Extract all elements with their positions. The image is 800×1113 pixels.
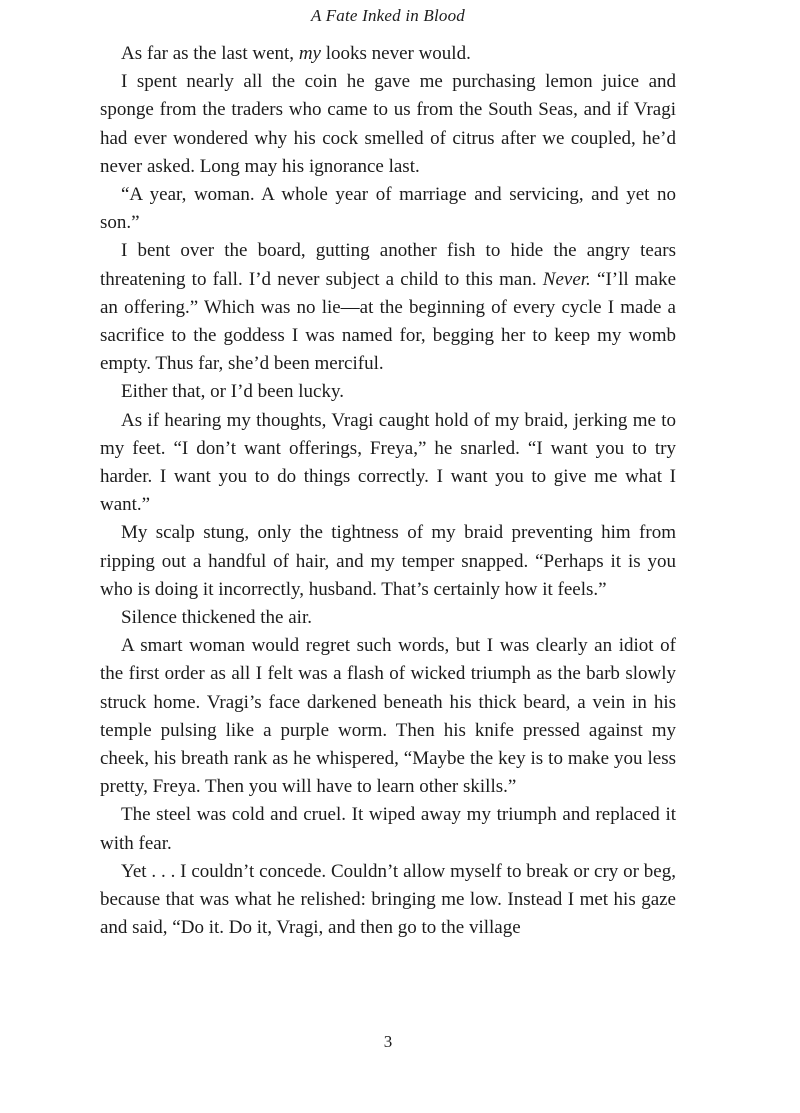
paragraph bbox=[100, 632, 676, 801]
paragraph bbox=[100, 801, 676, 857]
paragraph bbox=[100, 378, 676, 406]
text-segment: I spent nearly all the coin he gave me purchasing lemon juice and sponge from the traders who came to us from the South Seas, and if Vragi had ever wondered why his cock smelled of citrus after we coupled, he’d never asked. Long may his ignorance last. bbox=[100, 71, 676, 177]
text-segment: The steel was cold and cruel. It wiped away my triumph and replaced it with fear. bbox=[100, 804, 676, 854]
text-segment: Silence thickened the air. bbox=[121, 607, 312, 629]
text-segment: A smart woman would regret such words, but I was clearly an idiot of the first order as all I felt was a flash of wicked triumph as the barb slowly struck home. Vragi’s face darkened beneath his thick beard, a vein in his temple pulsing like a purple worm. Then his knife pressed against my cheek, his breath rank as he whispered, “Maybe the key is to make you less pretty, Freya. Then you will have to learn other skills.” bbox=[100, 635, 676, 798]
text-segment: “I’ll make an offering.” Which was no lie—at the beginning of every cycle I made a sacrifice to the goddess I was named for, begging her to keep my womb empty. Thus far, she’d been merciful. bbox=[100, 268, 677, 375]
text-segment: My scalp stung, only the tightness of my braid preventing him from ripping out a handful of hair, and my temper snapped. “Perhaps it is you who is doing it incorrectly, husband. That’s certainly how it feels.” bbox=[100, 522, 676, 600]
paragraph bbox=[100, 181, 676, 237]
paragraph bbox=[100, 40, 676, 68]
text-segment: Either that, or I’d been lucky. bbox=[121, 381, 344, 403]
paragraph bbox=[100, 604, 676, 632]
text-segment: “A year, woman. A whole year of marriage and servicing, and yet no son.” bbox=[100, 184, 676, 234]
paragraph bbox=[100, 858, 676, 943]
paragraph bbox=[100, 519, 676, 604]
text-segment: As if hearing my thoughts, Vragi caught hold of my braid, jerking me to my feet. “I don’t want offerings, Freya,” he snarled. “I want you to try harder. I want you to do things correctly. I want you to give me what I want.” bbox=[100, 409, 676, 516]
italic-text: Never. bbox=[542, 268, 591, 290]
text-segment: looks never would. bbox=[320, 43, 471, 64]
text-segment: Yet . . . I couldn’t concede. Couldn’t allow myself to break or cry or beg, because that was what he relished: bringing me low. Instead I met his gaze and said, “Do it. Do it, Vragi, and then go to the village bbox=[100, 860, 676, 939]
paragraph bbox=[100, 407, 676, 520]
running-head: A Fate Inked in Blood bbox=[310, 6, 465, 25]
text-segment: As far as the last went, bbox=[121, 43, 299, 64]
text-segment: I bent over the board, gutting another fish to hide the angry tears threatening to fall. I’d never subject a child to this man. bbox=[100, 240, 676, 290]
paragraph bbox=[100, 237, 676, 378]
page-number: 3 bbox=[383, 1032, 393, 1051]
body-text bbox=[100, 40, 676, 943]
paragraph bbox=[100, 68, 676, 181]
italic-text: my bbox=[298, 43, 321, 64]
